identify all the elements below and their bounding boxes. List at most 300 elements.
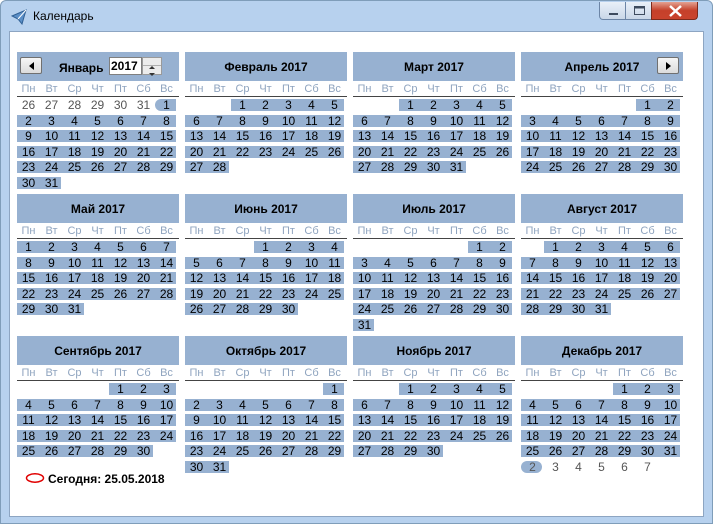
calendar-day[interactable]: 10 [281,113,296,128]
calendar-day[interactable]: 21 [594,428,609,443]
calendar-day[interactable]: 4 [476,382,483,396]
calendar-day[interactable]: 27 [212,302,227,316]
calendar-day[interactable]: 16 [258,129,273,143]
calendar-day[interactable]: 25 [67,160,82,174]
prev-month-button[interactable] [20,57,42,74]
adjacent-month-day[interactable]: 31 [136,98,151,112]
calendar-day[interactable]: 30 [495,302,510,316]
calendar-day[interactable]: 1 [644,98,651,112]
calendar-day[interactable]: 5 [331,98,338,112]
calendar-day[interactable]: 5 [94,113,101,128]
calendar-day[interactable]: 16 [44,271,59,285]
calendar-day[interactable]: 1 [239,98,246,112]
calendar-day[interactable]: 11 [473,397,486,412]
calendar-day[interactable]: 18 [327,271,342,285]
calendar-day[interactable]: 26 [403,302,418,316]
calendar-day[interactable]: 8 [163,113,170,128]
calendar-day[interactable]: 15 [640,129,655,143]
calendar-day[interactable]: 11 [381,271,394,285]
calendar-day[interactable]: 1 [621,382,628,396]
calendar-day[interactable]: 8 [25,255,32,270]
calendar-day[interactable]: 21 [525,286,540,301]
calendar-day[interactable]: 5 [552,397,559,412]
calendar-day[interactable]: 31 [67,302,82,316]
calendar-day[interactable]: 31 [594,302,609,316]
calendar-day[interactable]: 19 [189,286,204,301]
calendar-day[interactable]: 10 [525,129,540,143]
calendar-day[interactable]: 16 [571,271,586,285]
calendar-day[interactable]: 8 [407,113,414,128]
calendar-day[interactable]: 23 [571,286,586,301]
calendar-day[interactable]: 3 [667,382,674,396]
calendar-day[interactable]: 10 [449,397,464,412]
calendar-day[interactable]: 11 [91,255,104,270]
calendar-day[interactable]: 3 [163,382,170,396]
calendar-day[interactable]: 12 [90,129,105,143]
calendar-day[interactable]: 28 [304,444,319,458]
calendar-day[interactable]: 21 [304,428,319,443]
calendar-day[interactable]: 24 [44,160,59,174]
calendar-day[interactable]: 9 [499,255,506,270]
calendar-day[interactable]: 10 [357,271,372,285]
calendar-day[interactable]: 29 [258,302,273,316]
year-spinner[interactable] [142,57,162,75]
calendar-day[interactable]: 16 [136,413,151,427]
calendar-day[interactable]: 26 [90,160,105,174]
calendar-day[interactable]: 11 [22,413,35,427]
calendar-day[interactable]: 23 [258,144,273,159]
minimize-button[interactable] [599,2,626,20]
calendar-day[interactable]: 25 [472,144,487,159]
calendar-day[interactable]: 31 [663,444,678,458]
calendar-day[interactable]: 23 [640,428,655,443]
calendar-day[interactable]: 29 [472,302,487,316]
calendar-day[interactable]: 1 [476,240,483,254]
calendar-day[interactable]: 23 [426,144,441,159]
calendar-day[interactable]: 1 [262,240,269,254]
calendar-day[interactable]: 14 [235,271,250,285]
calendar-day[interactable]: 8 [117,397,124,412]
calendar-day[interactable]: 18 [548,144,563,159]
calendar-day[interactable]: 13 [663,255,678,270]
calendar-day[interactable]: 4 [71,113,78,128]
calendar-day[interactable]: 3 [48,113,55,128]
calendar-day[interactable]: 3 [529,113,536,128]
calendar-day[interactable]: 14 [525,271,540,285]
calendar-day[interactable]: 7 [621,113,628,128]
calendar-day[interactable]: 12 [495,397,510,412]
calendar-day[interactable]: 26 [495,144,510,159]
calendar-day[interactable]: 5 [499,98,506,112]
calendar-day[interactable]: 9 [430,113,437,128]
calendar-day[interactable]: 13 [357,413,372,427]
calendar-day[interactable]: 14 [594,413,609,427]
calendar-day[interactable]: 15 [21,271,36,285]
calendar-day[interactable]: 23 [663,144,678,159]
calendar-day[interactable]: 2 [644,382,651,396]
calendar-day[interactable]: 12 [258,413,273,427]
calendar-day[interactable]: 21 [159,271,174,285]
calendar-day[interactable]: 17 [594,271,609,285]
title-bar[interactable] [1,1,712,31]
calendar-day[interactable]: 21 [235,286,250,301]
calendar-day[interactable]: 22 [640,144,655,159]
calendar-day[interactable]: 20 [189,144,204,159]
calendar-day[interactable]: 21 [380,144,395,159]
calendar-day[interactable]: 6 [361,113,368,128]
calendar-day[interactable]: 6 [575,397,582,412]
calendar-day[interactable]: 27 [426,302,441,316]
calendar-day[interactable]: 26 [113,286,128,301]
calendar-day[interactable]: 6 [140,240,147,254]
calendar-day[interactable]: 27 [281,444,296,458]
calendar-day[interactable]: 20 [136,271,151,285]
calendar-day[interactable]: 12 [548,413,563,427]
calendar-day[interactable]: 14 [304,413,319,427]
calendar-day[interactable]: 19 [90,144,105,159]
calendar-day[interactable]: 25 [327,286,342,301]
calendar-day[interactable]: 28 [159,286,174,301]
calendar-day[interactable]: 27 [189,160,204,174]
calendar-day[interactable]: 4 [239,397,246,412]
calendar-day[interactable]: 19 [44,428,59,443]
calendar-day[interactable]: 24 [304,286,319,301]
calendar-day[interactable]: 3 [361,255,368,270]
year-spin-up-button[interactable] [143,58,161,66]
calendar-day[interactable]: 30 [21,175,36,190]
calendar-day[interactable]: 17 [449,413,464,427]
calendar-day[interactable]: 19 [113,271,128,285]
calendar-day[interactable]: 14 [380,129,395,143]
calendar-day[interactable]: 27 [113,160,128,174]
calendar-day[interactable]: 29 [21,302,36,316]
calendar-day[interactable]: 1 [552,240,559,254]
calendar-day[interactable]: 3 [598,240,605,254]
calendar-day[interactable]: 19 [327,129,342,143]
calendar-day[interactable]: 18 [525,428,540,443]
calendar-day[interactable]: 19 [571,144,586,159]
calendar-day[interactable]: 17 [212,428,227,443]
calendar-day[interactable]: 22 [21,286,36,301]
calendar-day[interactable]: 24 [594,286,609,301]
calendar-day[interactable]: 16 [281,271,296,285]
calendar-day[interactable]: 5 [262,397,269,412]
calendar-day[interactable]: 1 [407,98,414,112]
calendar-day[interactable]: 5 [193,255,200,270]
calendar-day[interactable]: 18 [67,144,82,159]
calendar-day[interactable]: 14 [136,129,151,143]
calendar-day[interactable]: 21 [136,144,151,159]
calendar-day[interactable]: 20 [67,428,82,443]
calendar-day[interactable]: 2 [285,240,292,254]
calendar-day[interactable]: 21 [449,286,464,301]
calendar-day[interactable]: 28 [525,302,540,316]
calendar-day[interactable]: 9 [644,397,651,412]
calendar-day[interactable]: 5 [117,240,124,254]
calendar-day[interactable]: 8 [621,397,628,412]
calendar-day[interactable]: 17 [281,129,296,143]
calendar-day[interactable]: 31 [44,175,59,190]
calendar-day[interactable]: 27 [594,160,609,174]
calendar-day[interactable]: 7 [384,397,391,412]
calendar-day[interactable]: 11 [236,413,249,427]
adjacent-month-day[interactable]: 3 [552,459,559,474]
calendar-day[interactable]: 10 [304,255,319,270]
calendar-day[interactable]: 11 [328,255,341,270]
calendar-day[interactable]: 13 [426,271,441,285]
calendar-day[interactable]: 9 [262,113,269,128]
calendar-day[interactable]: 28 [449,302,464,316]
calendar-day[interactable]: 21 [380,428,395,443]
calendar-day[interactable]: 3 [71,240,78,254]
calendar-day[interactable]: 18 [304,129,319,143]
calendar-day[interactable]: 8 [331,397,338,412]
calendar-day[interactable]: 7 [239,255,246,270]
calendar-day[interactable]: 15 [235,129,250,143]
adjacent-month-day[interactable]: 7 [644,459,651,474]
calendar-day[interactable]: 23 [136,428,151,443]
calendar-day[interactable]: 2 [262,98,269,112]
calendar-day[interactable]: 11 [473,113,486,128]
calendar-day[interactable]: 26 [548,444,563,458]
calendar-day[interactable]: 24 [449,144,464,159]
calendar-day[interactable]: 4 [384,255,391,270]
calendar-day[interactable]: 28 [380,160,395,174]
calendar-day[interactable]: 12 [327,113,342,128]
calendar-day[interactable]: 30 [426,444,441,458]
calendar-day[interactable]: 27 [357,160,372,174]
calendar-day[interactable]: 29 [548,302,563,316]
calendar-day[interactable]: 26 [495,428,510,443]
calendar-day[interactable]: 13 [571,413,586,427]
calendar-day[interactable]: 6 [216,255,223,270]
calendar-day[interactable]: 10 [663,397,678,412]
calendar-day[interactable]: 25 [235,444,250,458]
calendar-day[interactable]: 11 [68,129,81,143]
calendar-day[interactable]: 4 [94,240,101,254]
calendar-day[interactable]: 22 [403,428,418,443]
calendar-day[interactable]: 27 [67,444,82,458]
calendar-day[interactable]: 13 [357,129,372,143]
calendar-day[interactable]: 8 [407,397,414,412]
calendar-day[interactable]: 17 [159,413,174,427]
calendar-day[interactable]: 19 [258,428,273,443]
calendar-day[interactable]: 24 [281,144,296,159]
calendar-day[interactable]: 26 [571,160,586,174]
calendar-day[interactable]: 14 [380,413,395,427]
calendar-day[interactable]: 29 [113,444,128,458]
calendar-day[interactable]: 30 [44,302,59,316]
calendar-day[interactable]: 3 [308,240,315,254]
calendar-day[interactable]: 24 [525,160,540,174]
calendar-day[interactable]: 9 [140,397,147,412]
calendar-day[interactable]: 28 [136,160,151,174]
calendar-day[interactable]: 3 [216,397,223,412]
calendar-day[interactable]: 5 [48,397,55,412]
calendar-day[interactable]: 9 [25,129,32,143]
calendar-day[interactable]: 4 [308,98,315,112]
calendar-day[interactable]: 22 [327,428,342,443]
calendar-day[interactable]: 17 [304,271,319,285]
calendar-day[interactable]: 10 [212,413,227,427]
calendar-day[interactable]: 8 [552,255,559,270]
calendar-day[interactable]: 26 [640,286,655,301]
calendar-day[interactable]: 22 [113,428,128,443]
calendar-day[interactable]: 16 [640,413,655,427]
calendar-day[interactable]: 19 [495,129,510,143]
calendar-day[interactable]: 7 [453,255,460,270]
calendar-day[interactable]: 20 [594,144,609,159]
calendar-day[interactable]: 22 [472,286,487,301]
calendar-day[interactable]: 24 [159,428,174,443]
calendar-day[interactable]: 4 [621,240,628,254]
calendar-day[interactable]: 18 [617,271,632,285]
calendar-day[interactable]: 16 [189,428,204,443]
calendar-day[interactable]: 22 [258,286,273,301]
calendar-day[interactable]: 17 [44,144,59,159]
calendar-day[interactable]: 23 [21,160,36,174]
calendar-day[interactable]: 25 [21,444,36,458]
calendar-day[interactable]: 14 [449,271,464,285]
calendar-day[interactable]: 6 [430,255,437,270]
calendar-day[interactable]: 16 [663,129,678,143]
calendar-day[interactable]: 18 [472,129,487,143]
calendar-day[interactable]: 25 [304,144,319,159]
calendar-day[interactable]: 9 [667,113,674,128]
calendar-day[interactable]: 10 [449,113,464,128]
close-button[interactable] [651,2,698,20]
calendar-day[interactable]: 28 [235,302,250,316]
calendar-day[interactable]: 10 [67,255,82,270]
adjacent-month-day[interactable]: 26 [21,98,36,112]
calendar-day[interactable]: 13 [67,413,82,427]
calendar-day[interactable]: 28 [594,444,609,458]
calendar-day[interactable]: 13 [189,129,204,143]
calendar-day[interactable]: 2 [667,98,674,112]
calendar-day[interactable]: 16 [495,271,510,285]
calendar-day[interactable]: 16 [426,413,441,427]
calendar-day[interactable]: 2 [193,397,200,412]
calendar-day[interactable]: 23 [426,428,441,443]
calendar-day[interactable]: 6 [117,113,124,128]
next-month-button[interactable] [657,57,679,74]
calendar-day[interactable]: 2 [48,240,55,254]
calendar-day[interactable]: 18 [235,428,250,443]
calendar-day[interactable]: 12 [571,129,586,143]
calendar-day[interactable]: 16 [426,129,441,143]
calendar-day[interactable]: 30 [189,459,204,474]
calendar-day[interactable]: 29 [617,444,632,458]
calendar-day[interactable]: 2 [575,240,582,254]
calendar-day[interactable]: 11 [305,113,318,128]
calendar-day[interactable]: 8 [476,255,483,270]
year-spin-down-button[interactable] [143,66,161,74]
calendar-day[interactable]: 21 [212,144,227,159]
adjacent-month-day[interactable]: 2 [529,459,536,474]
calendar-day[interactable]: 25 [90,286,105,301]
calendar-day[interactable]: 30 [663,160,678,174]
calendar-day[interactable]: 27 [571,444,586,458]
calendar-day[interactable]: 7 [94,397,101,412]
calendar-day[interactable]: 21 [90,428,105,443]
calendar-day[interactable]: 12 [189,271,204,285]
calendar-day[interactable]: 7 [529,255,536,270]
calendar-day[interactable]: 22 [617,428,632,443]
calendar-day[interactable]: 26 [258,444,273,458]
calendar-day[interactable]: 21 [617,144,632,159]
calendar-day[interactable]: 20 [212,286,227,301]
calendar-day[interactable]: 15 [403,129,418,143]
calendar-day[interactable]: 4 [529,397,536,412]
calendar-day[interactable]: 17 [525,144,540,159]
calendar-day[interactable]: 15 [403,413,418,427]
calendar-day[interactable]: 20 [281,428,296,443]
calendar-day[interactable]: 17 [449,129,464,143]
calendar-day[interactable]: 30 [640,444,655,458]
calendar-day[interactable]: 27 [136,286,151,301]
calendar-day[interactable]: 23 [189,444,204,458]
calendar-day[interactable]: 29 [403,160,418,174]
calendar-day[interactable]: 1 [25,240,32,254]
calendar-day[interactable]: 23 [44,286,59,301]
calendar-day[interactable]: 2 [140,382,147,396]
calendar-day[interactable]: 20 [113,144,128,159]
adjacent-month-day[interactable]: 6 [621,459,628,474]
calendar-day[interactable]: 2 [499,240,506,254]
calendar-day[interactable]: 4 [25,397,32,412]
calendar-day[interactable]: 4 [552,113,559,128]
calendar-day[interactable]: 27 [663,286,678,301]
calendar-day[interactable]: 30 [281,302,296,316]
calendar-day[interactable]: 5 [407,255,414,270]
calendar-day[interactable]: 19 [548,428,563,443]
calendar-day[interactable]: 13 [113,129,128,143]
calendar-day[interactable]: 7 [598,397,605,412]
calendar-day[interactable]: 20 [357,144,372,159]
calendar-day[interactable]: 6 [285,397,292,412]
calendar-day[interactable]: 1 [331,382,338,396]
calendar-day[interactable]: 22 [159,144,174,159]
calendar-day[interactable]: 24 [67,286,82,301]
calendar-day[interactable]: 30 [571,302,586,316]
calendar-day[interactable]: 3 [453,98,460,112]
calendar-day[interactable]: 3 [285,98,292,112]
calendar-day[interactable]: 15 [617,413,632,427]
calendar-day[interactable]: 8 [262,255,269,270]
calendar-day[interactable]: 4 [476,98,483,112]
calendar-day[interactable]: 1 [407,382,414,396]
calendar-day[interactable]: 25 [472,428,487,443]
calendar-day[interactable]: 2 [25,113,32,128]
calendar-day[interactable]: 28 [380,444,395,458]
calendar-day[interactable]: 19 [495,413,510,427]
calendar-day[interactable]: 12 [113,255,128,270]
calendar-day[interactable]: 19 [640,271,655,285]
calendar-day[interactable]: 27 [357,444,372,458]
calendar-day[interactable]: 22 [548,286,563,301]
calendar-day[interactable]: 25 [548,160,563,174]
maximize-button[interactable] [625,2,652,20]
calendar-day[interactable]: 17 [663,413,678,427]
calendar-day[interactable]: 9 [430,397,437,412]
calendar-day[interactable]: 23 [281,286,296,301]
calendar-day[interactable]: 9 [48,255,55,270]
calendar-day[interactable]: 6 [71,397,78,412]
calendar-day[interactable]: 5 [499,382,506,396]
calendar-day[interactable]: 15 [258,271,273,285]
calendar-day[interactable]: 1 [117,382,124,396]
calendar-day[interactable]: 16 [21,144,36,159]
